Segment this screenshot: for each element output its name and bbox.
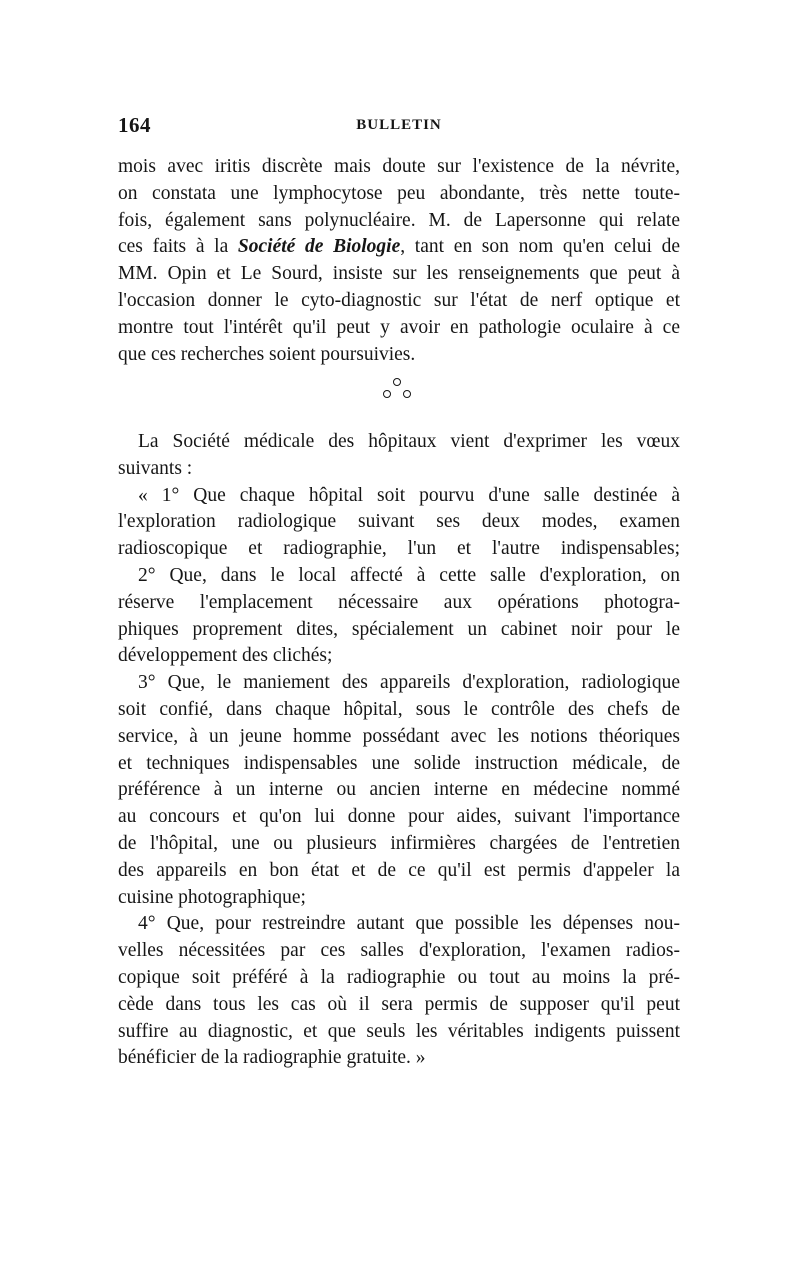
text-line: développement des clichés; xyxy=(118,645,333,667)
text-line: l'exploration radiologique suivant ses deux modes, examen xyxy=(118,511,680,533)
text-line: ces faits à la Société de Biologie, tant en son nom qu'en celui de xyxy=(118,236,680,258)
section-ornament xyxy=(383,378,413,404)
text-line: « 1° Que chaque hôpital soit pourvu d'une salle destinée à xyxy=(138,484,680,506)
text-line: copique soit préféré à la radiographie ou tout au moins la pré- xyxy=(118,966,680,988)
text-line: que ces recherches soient poursuivies. xyxy=(118,343,416,365)
paragraph-societe-medicale xyxy=(118,429,680,1072)
text-line: La Société médicale des hôpitaux vient d'exprimer les vœux xyxy=(138,431,680,452)
running-title: BULLETIN xyxy=(356,117,442,133)
text-line: MM. Opin et Le Sourd, insiste sur les renseignements que peut à xyxy=(118,263,680,285)
text-line: fois, également sans polynucléaire. M. de Lapersonne qui relate xyxy=(118,209,680,231)
text-line: au concours et qu'on lui donne pour aides, suivant l'importance xyxy=(118,806,680,828)
text-line: velles nécessitées par ces salles d'exploration, l'examen radios- xyxy=(118,940,680,962)
text-line: et techniques indispensables une solide instruction médicale, de xyxy=(118,752,680,774)
text-line: suffire au diagnostic, et que seuls les véritables indigents puissent xyxy=(118,1020,680,1042)
text-line: des appareils en bon état et de ce qu'il est permis d'appeler la xyxy=(118,859,680,881)
text-line: cuisine photographique; xyxy=(118,886,306,908)
text-line: cède dans tous les cas où il sera permis de supposer qu'il peut xyxy=(118,993,680,1015)
text-line: on constata une lymphocytose peu abondante, très nette toute- xyxy=(118,182,680,204)
text-line: service, à un jeune homme possédant avec les notions théoriques xyxy=(118,725,680,747)
text-line: phiques proprement dites, spécialement un cabinet noir pour le xyxy=(118,618,680,640)
text-line: radioscopique et radiographie, l'un et l'autre indispensables; xyxy=(118,538,680,560)
paragraph-cyto-diagnostic xyxy=(118,154,680,368)
text-line: 2° Que, dans le local affecté à cette salle d'exploration, on xyxy=(138,564,680,586)
running-head xyxy=(118,113,680,137)
text-line: mois avec iritis discrète mais doute sur l'existence de la névrite, xyxy=(118,156,680,177)
text-line: réserve l'emplacement nécessaire aux opérations photogra- xyxy=(118,591,680,613)
text-line: 4° Que, pour restreindre autant que possible les dépenses nou- xyxy=(138,913,680,935)
text-line: préférence à un interne ou ancien interne en médecine nommé xyxy=(118,779,680,801)
journal-title: Société de Biologie xyxy=(237,236,401,258)
page-number: 164 xyxy=(118,113,151,137)
text-line: soit confié, dans chaque hôpital, sous le contrôle des chefs de xyxy=(118,698,680,720)
text-line: bénéficier de la radiographie gratuite. » xyxy=(118,1047,426,1069)
text-line: 3° Que, le maniement des appareils d'exploration, radiologique xyxy=(138,672,680,694)
text-line: suivants : xyxy=(118,457,193,479)
text-line: de l'hôpital, une ou plusieurs infirmières chargées de l'entretien xyxy=(118,832,680,854)
text-line: montre tout l'intérêt qu'il peut y avoir en pathologie oculaire à ce xyxy=(118,316,680,338)
text-line: l'occasion donner le cyto-diagnostic sur l'état de nerf optique et xyxy=(118,289,680,311)
